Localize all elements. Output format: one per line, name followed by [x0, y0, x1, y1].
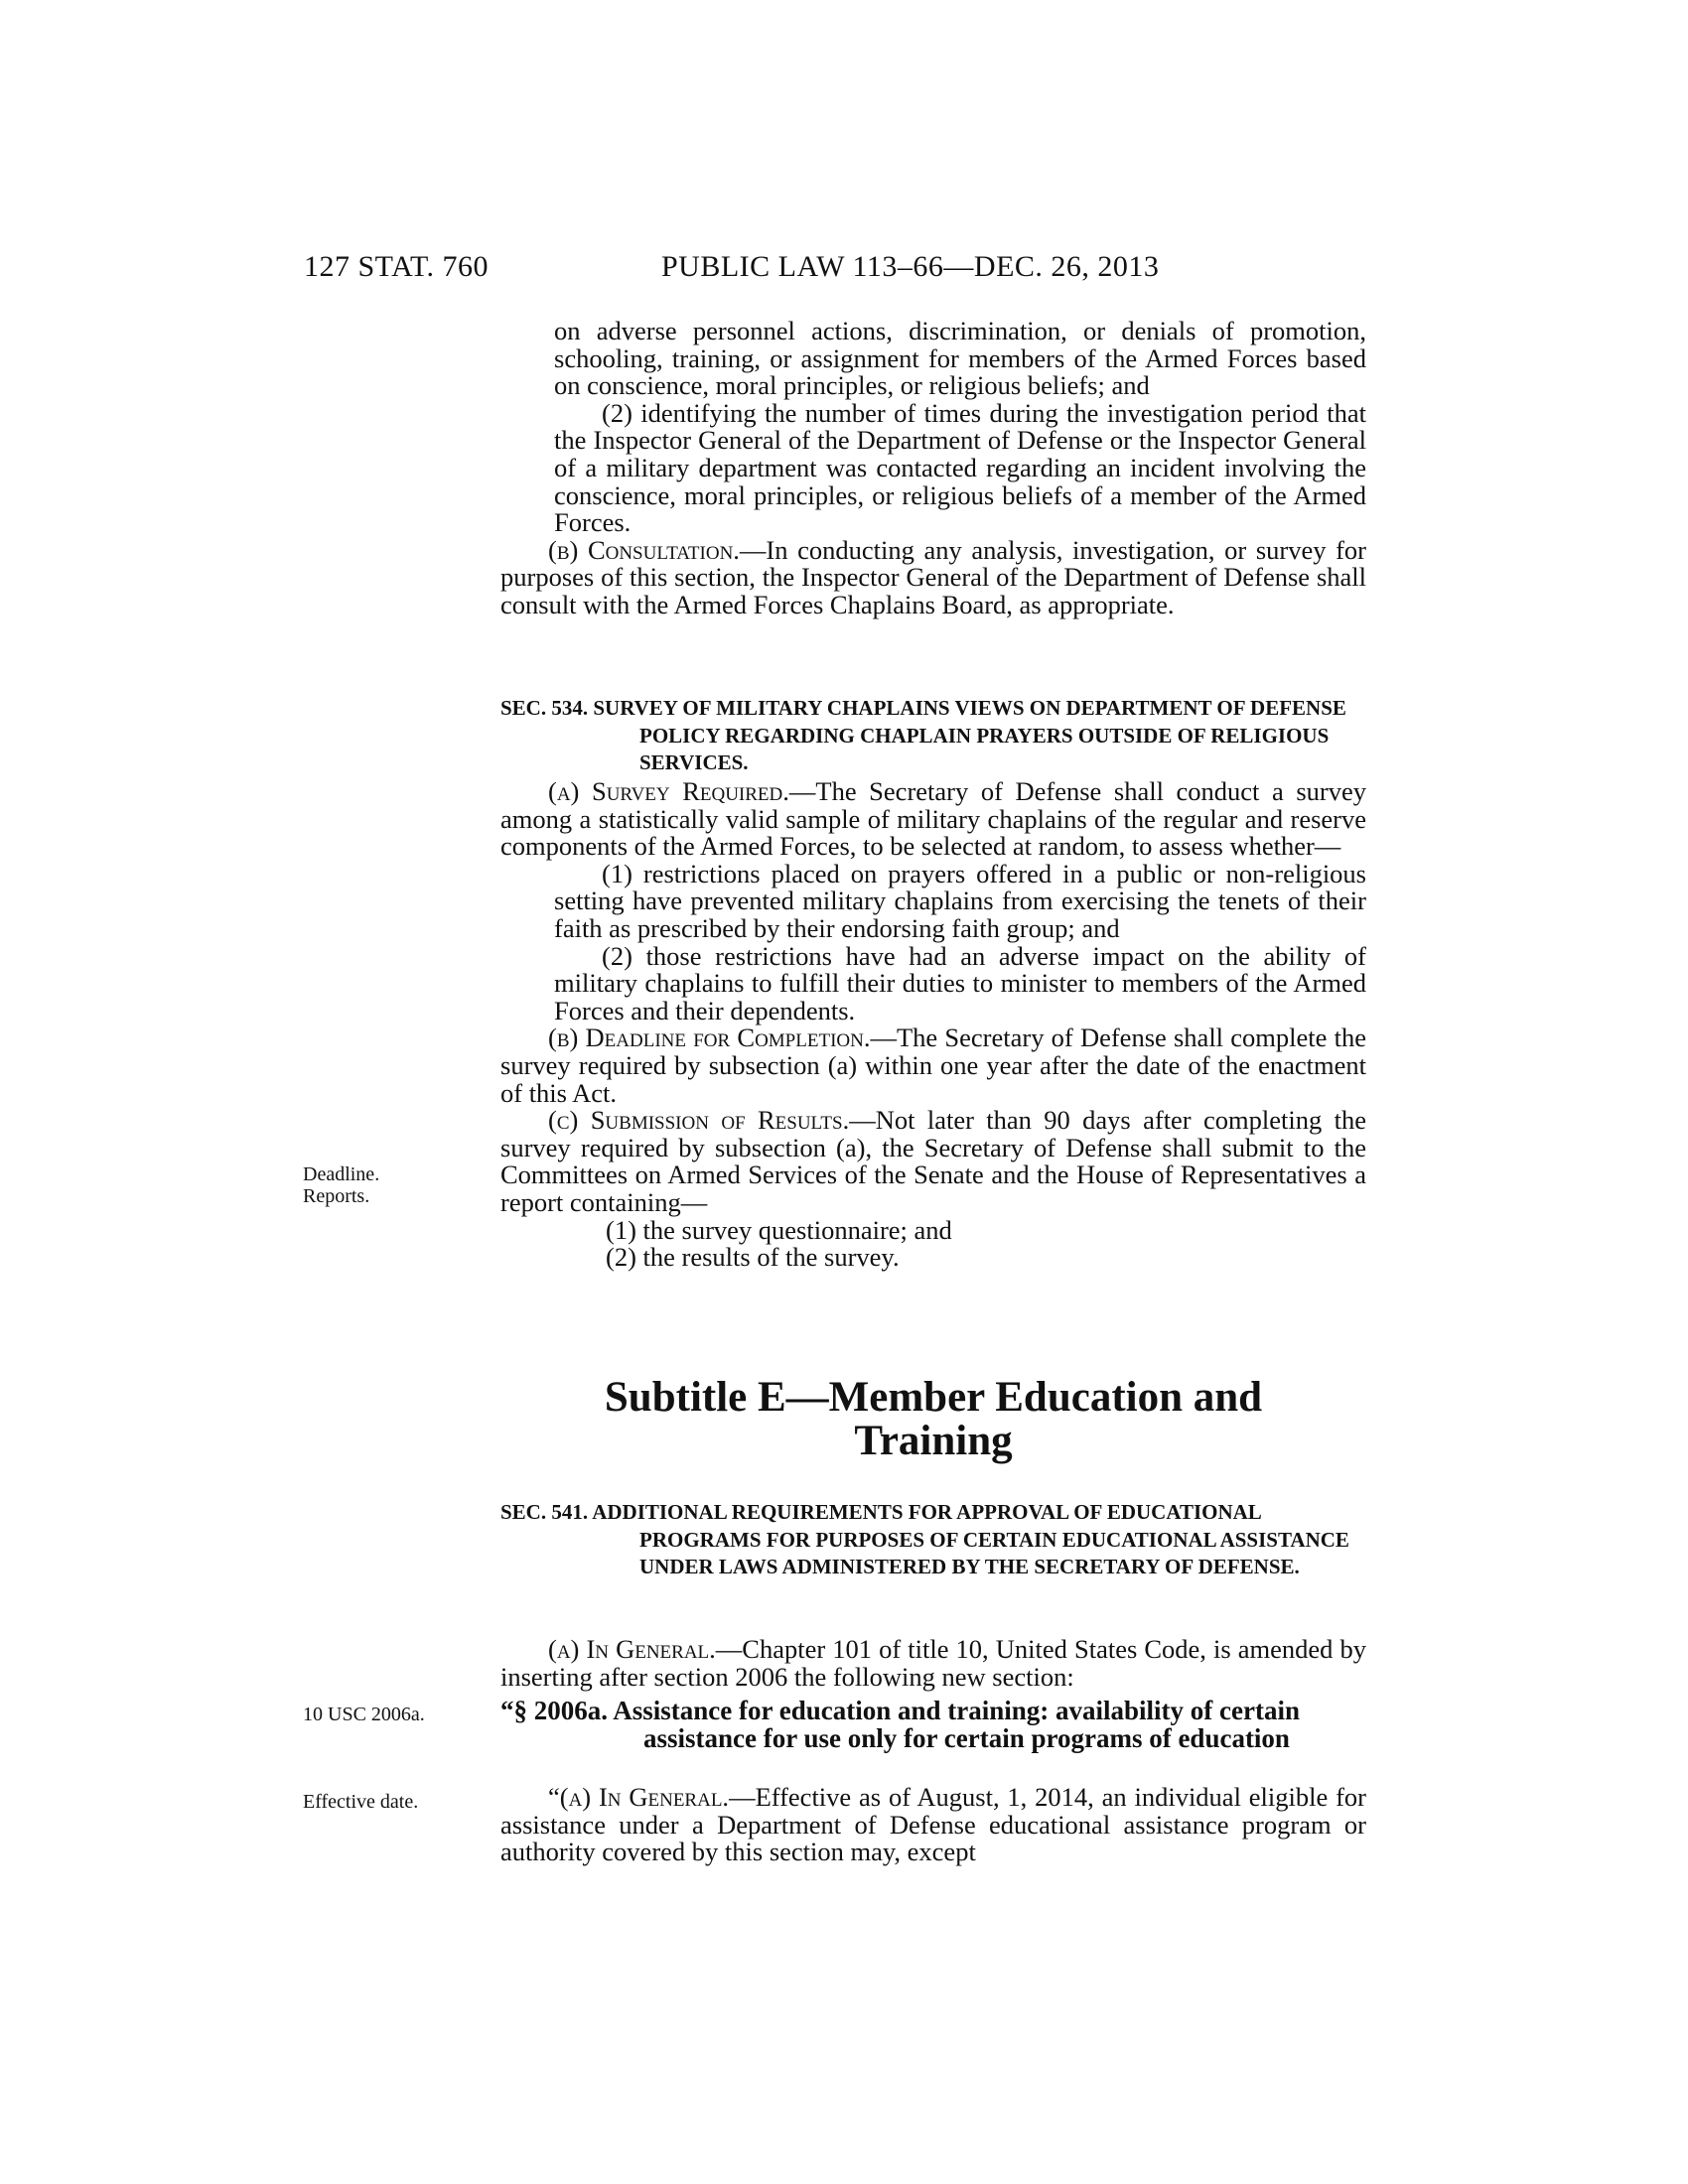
subtitle-line: Subtitle E—Member Education and	[604, 1374, 1263, 1421]
section-541	[500, 1499, 1366, 1581]
subsection-label: (b) Consultation.	[548, 534, 740, 565]
subsection-text: —In conducting any analysis, investigation, or survey for purposes of this section, the Inspector General of the Department of Defense shall consult with the Armed Forces Chaplains Board, as appropriate.	[500, 534, 1367, 619]
section-heading: SEC. 541. ADDITIONAL REQUIREMENTS FOR APPROVAL OF EDUCATIONAL PROGRAMS FOR PURPOSES OF CERTAIN EDUCATIONAL ASSISTANCE UNDER LAWS ADMINISTERED BY THE SECRETARY OF DEFENSE.	[500, 1500, 1349, 1578]
text-block-continuation	[500, 318, 1366, 619]
subtitle-line: Training	[854, 1418, 1013, 1464]
paragraph: (2) the results of the survey.	[606, 1242, 900, 1273]
margin-note-deadline: Deadline.	[303, 1163, 380, 1185]
subsection-text: —Effective as of August, 1, 2014, an individual eligible for assistance under a Department of Defense educational assistance program or authority covered by this section may, except	[500, 1782, 1366, 1867]
paragraph	[500, 1636, 1366, 1691]
running-header: PUBLIC LAW 113–66—DEC. 26, 2013	[661, 250, 1160, 283]
section-heading: SEC. 534. SURVEY OF MILITARY CHAPLAINS VIEWS ON DEPARTMENT OF DEFENSE POLICY REGARDING CHAPLAIN PRAYERS OUTSIDE OF RELIGIOUS SERVICES.	[500, 696, 1346, 774]
subsection-label: (a) Survey Required.	[548, 776, 789, 806]
inserted-section-body	[500, 1784, 1366, 1866]
subsection-label: (c) Submission of Results.	[548, 1105, 850, 1136]
subsection-label: (a) In General.	[548, 1634, 716, 1664]
paragraph: (2) those restrictions have had an adverse impact on the ability of military chaplains to fulfill their duties to minister to members of the Armed Forces and their dependents.	[554, 940, 1366, 1025]
margin-note-usc: 10 USC 2006a.	[303, 1704, 425, 1725]
paragraph	[500, 1784, 1366, 1866]
paragraph: (1) restrictions placed on prayers offered in a public or non-religious setting have prevented military chaplains from exercising the tenets of their faith as prescribed by their endorsing faith group; and	[554, 858, 1366, 943]
subsection-text: —Chapter 101 of title 10, United States Code, is amended by inserting after section 2006 the following new section:	[500, 1634, 1367, 1692]
inserted-section-heading: “§ 2006a. Assistance for education and training: availability of certain assistance for use only for certain programs of education	[500, 1696, 1301, 1753]
statute-page-number: 127 STAT. 760	[304, 250, 490, 283]
paragraph	[500, 1107, 1366, 1216]
paragraph	[500, 1024, 1366, 1107]
paragraph: on adverse personnel actions, discrimination, or denials of promotion, schooling, training, or assignment for members of the Armed Forces based on conscience, moral principles, or religious beliefs; and	[554, 316, 1366, 401]
section-541-body	[500, 1636, 1366, 1691]
section-534-body	[500, 778, 1366, 1272]
paragraph	[500, 534, 1367, 619]
subsection-label: “(a) In General.	[548, 1782, 730, 1812]
section-534	[500, 695, 1366, 777]
subsection-text: —Not later than 90 days after completing the survey required by subsection (a), the Secretary of Defense shall submit to the Committees on Armed Services of the Senate and the House of Representatives a report containing—	[500, 1105, 1366, 1217]
subtitle-heading	[500, 1376, 1366, 1463]
paragraph: (1) the survey questionnaire; and	[606, 1214, 952, 1245]
margin-note-reports: Reports.	[303, 1185, 370, 1207]
margin-note-effective-date: Effective date.	[303, 1791, 419, 1813]
paragraph: (2) identifying the number of times during the investigation period that the Inspector General of the Department of Defense or the Inspector General of a military department was contacted regarding an incident involving the conscience, moral principles, or religious beliefs of a member of the Armed Forces.	[554, 397, 1366, 538]
inserted-section-heading-block	[500, 1698, 1366, 1752]
subsection-label: (b) Deadline for Completion.	[548, 1023, 871, 1053]
subsection-text: —The Secretary of Defense shall complete the survey required by subsection (a) within one year after the date of the enactment of this Act.	[500, 1023, 1366, 1108]
subsection-text: —The Secretary of Defense shall conduct a survey among a statistically valid sample of military chaplains of the regular and reserve components of the Armed Forces, to be selected at random, to assess whether—	[500, 776, 1366, 862]
paragraph	[500, 778, 1366, 861]
